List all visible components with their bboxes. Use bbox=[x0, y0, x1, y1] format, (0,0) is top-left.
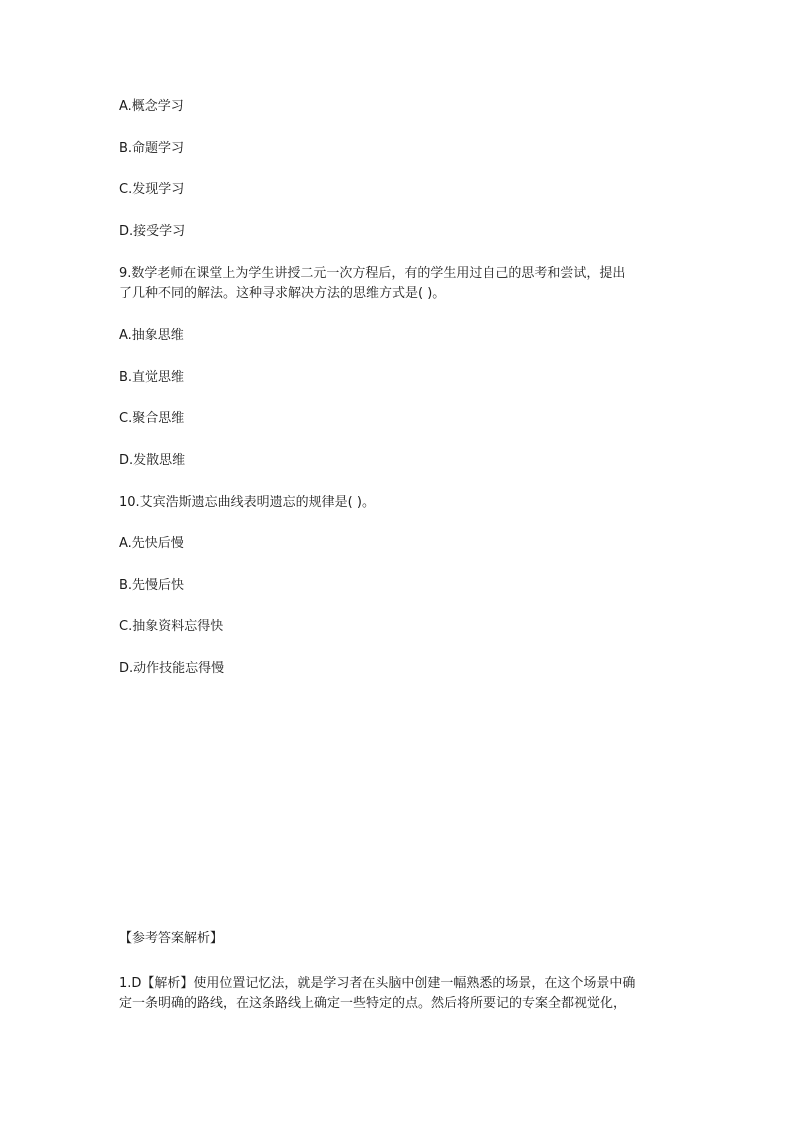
q10-option-b: B.先慢后快 bbox=[119, 578, 185, 593]
answers-section-title: 【参考答案解析】 bbox=[119, 931, 224, 946]
q9-stem-line2: 了几种不同的解法。这种寻求解决方法的思维方式是( )。 bbox=[119, 286, 446, 301]
q8-option-b: B.命题学习 bbox=[119, 141, 185, 156]
q8-option-c: C.发现学习 bbox=[119, 182, 185, 197]
q10-stem: 10.艾宾浩斯遗忘曲线表明遗忘的规律是( )。 bbox=[119, 495, 375, 510]
answer-1-line2: 定一条明确的路线，在这条路线上确定一些特定的点。然后将所要记的专案全都视觉化， bbox=[119, 996, 627, 1011]
q9-option-a: A.抽象思维 bbox=[119, 328, 184, 343]
q9-option-b: B.直觉思维 bbox=[119, 370, 185, 385]
answer-1-line1: 1.D【解析】使用位置记忆法，就是学习者在头脑中创建一幅熟悉的场景，在这个场景中确 bbox=[119, 976, 636, 991]
q8-option-d: D.接受学习 bbox=[119, 224, 186, 239]
q10-option-a: A.先快后慢 bbox=[119, 536, 184, 551]
q9-option-d: D.发散思维 bbox=[119, 453, 186, 468]
q9-stem-line1: 9.数学老师在课堂上为学生讲授二元一次方程后，有的学生用过自己的思考和尝试，提出 bbox=[119, 266, 626, 281]
q8-option-a: A.概念学习 bbox=[119, 99, 184, 114]
q10-option-c: C.抽象资料忘得快 bbox=[119, 619, 224, 634]
q9-option-c: C.聚合思维 bbox=[119, 411, 185, 426]
q10-option-d: D.动作技能忘得慢 bbox=[119, 661, 225, 676]
